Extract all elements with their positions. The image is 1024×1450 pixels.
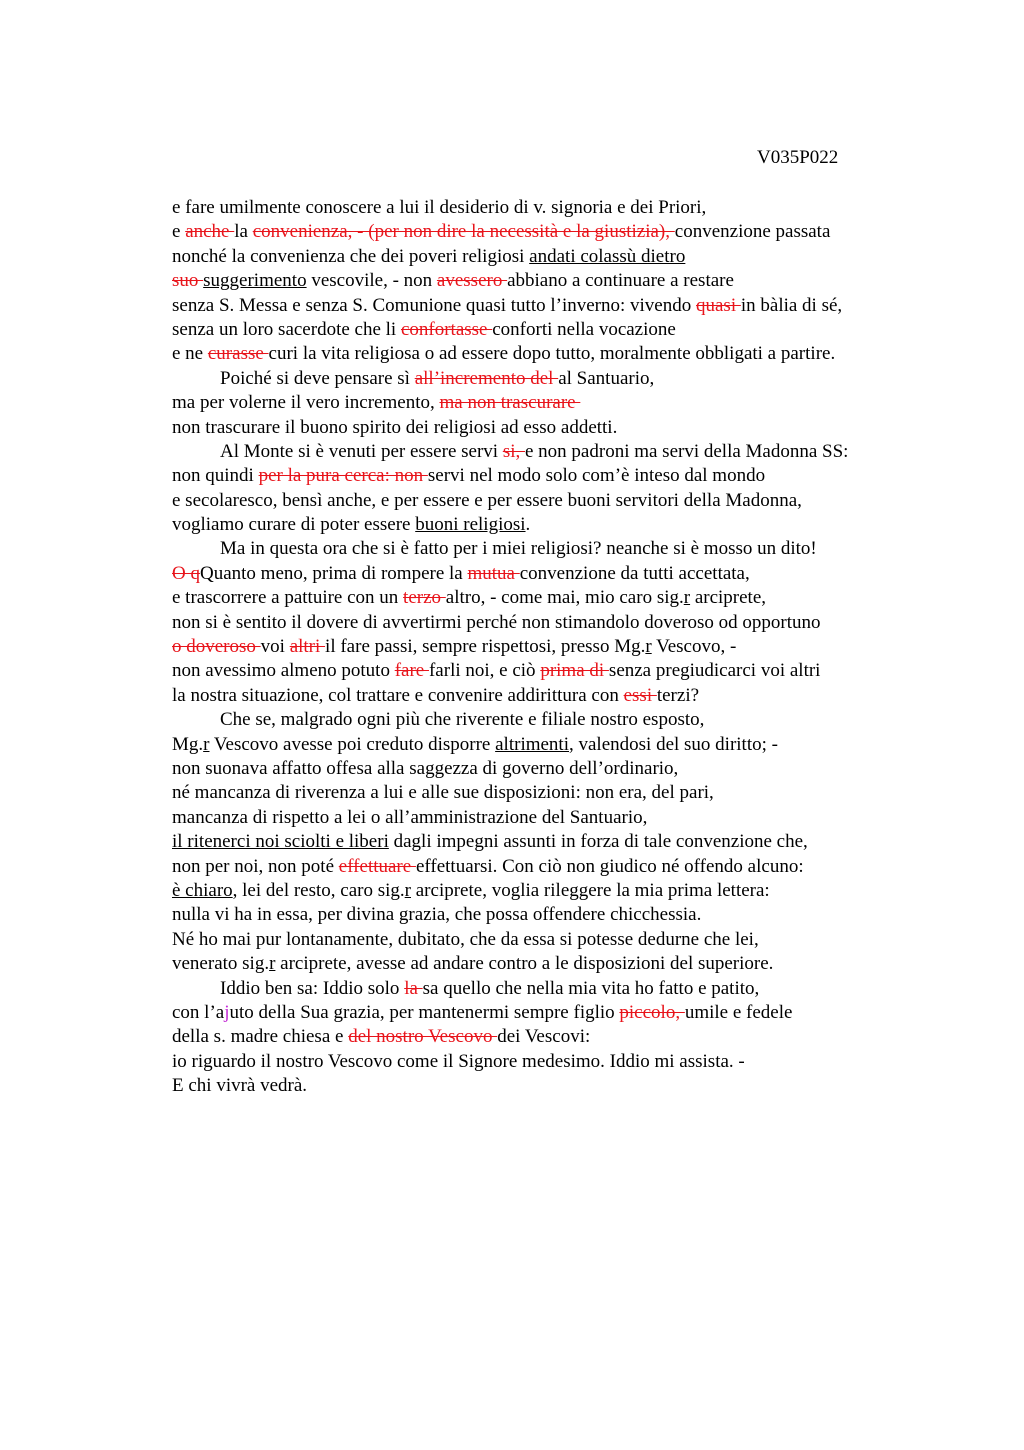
text-segment: né mancanza di riverenza a lui e alle sue disposizioni: non era, del pari, [172, 782, 714, 804]
text-segment: Mg. [172, 733, 204, 755]
underlined-text: buoni religiosi [415, 514, 526, 536]
page-identifier: V035P022 [757, 147, 839, 168]
text-segment: senza S. Messa e senza S. Comunione quasi tutto l’inverno: vivendo [172, 294, 696, 316]
text-segment: la [234, 221, 253, 243]
deleted-text: piccolo, [619, 1001, 685, 1023]
text-line [172, 830, 972, 854]
text-segment: dagli impegni assunti in forza di tale convenzione che, [388, 831, 808, 853]
text-line [172, 635, 972, 659]
text-line [172, 391, 972, 415]
text-segment: umile e fedele [684, 1001, 793, 1023]
text-line [172, 928, 972, 952]
text-segment: . [525, 514, 531, 536]
text-line [172, 440, 972, 464]
text-line [172, 1074, 972, 1098]
underlined-text: r [645, 636, 652, 658]
text-segment: nonché la convenienza che dei poveri religiosi [172, 245, 530, 267]
text-segment: Che se, malgrado ogni più che riverente e filiale nostro esposto, [220, 709, 705, 731]
deleted-text: all’incremento del [414, 367, 559, 389]
deleted-text: curasse [207, 343, 269, 365]
underlined-text: r [269, 953, 276, 975]
underlined-text: suggerimento [203, 270, 307, 292]
text-segment: non si è sentito il dovere di avvertirmi perché non stimandolo doveroso od opportuno [172, 611, 821, 633]
deleted-text: O q [172, 562, 200, 584]
text-line [172, 855, 972, 879]
text-line [172, 245, 972, 269]
text-line [172, 464, 972, 488]
text-line [172, 294, 972, 318]
text-segment: il fare passi, sempre rispettosi, presso Mg. [325, 636, 646, 658]
text-segment: effettuarsi. Con ciò non giudico né offendo alcuno: [415, 855, 804, 877]
text-segment: con l’a [172, 1001, 225, 1023]
text-segment: farli noi, e ciò [428, 660, 541, 682]
text-segment: e secolaresco, bensì anche, e per essere e per essere buoni servitori della Madonna, [172, 489, 802, 511]
text-line [172, 708, 972, 732]
text-line [172, 489, 972, 513]
deleted-text: convenienza, - (per non dire la necessità e la giustizia), [252, 221, 675, 243]
text-line [172, 757, 972, 781]
text-line [172, 1025, 972, 1049]
text-segment: Né ho mai pur lontanamente, dubitato, che da essa si potesse dedurne che lei, [172, 928, 759, 950]
text-segment: Poiché si deve pensare sì [220, 367, 415, 389]
deleted-text: o doveroso [172, 636, 261, 658]
text-segment: non suonava affatto offesa alla saggezza di governo dell’ordinario, [172, 757, 679, 779]
underlined-text: altrimenti [495, 733, 569, 755]
text-line [172, 562, 972, 586]
text-line [172, 220, 972, 244]
text-line [172, 318, 972, 342]
text-segment: uto della Sua grazia, per mantenermi sempre figlio [229, 1001, 620, 1023]
text-segment: non trascurare il buono spirito dei religiosi ad esso addetti. [172, 416, 618, 438]
underlined-text: r [683, 587, 691, 609]
text-segment: Quanto meno, prima di rompere la [199, 562, 468, 584]
text-line [172, 513, 972, 537]
deleted-text: fare [394, 660, 429, 682]
text-segment: Al Monte si è venuti per essere servi [220, 440, 503, 462]
text-segment: venerato sig. [172, 953, 270, 975]
text-line [172, 1001, 972, 1025]
text-segment: , lei del resto, caro sig. [232, 879, 405, 901]
text-segment: terzi? [656, 684, 700, 706]
text-segment: abbiano a continuare a restare [507, 270, 734, 292]
text-segment: la nostra situazione, col trattare e convenire addirittura con [172, 684, 624, 706]
text-segment: della s. madre chiesa e [172, 1026, 349, 1048]
deleted-text: terzo [403, 587, 446, 609]
underlined-text: andati colassù dietro [529, 245, 686, 267]
text-line [172, 781, 972, 805]
underlined-text: r [404, 879, 411, 901]
deleted-text: confortasse [400, 318, 493, 340]
text-segment: Ma in questa ora che si è fatto per i miei religiosi? neanche si è mosso un dito! [220, 538, 817, 560]
text-segment: Iddio ben sa: Iddio solo [220, 977, 405, 999]
text-segment: io riguardo il nostro Vescovo come il Signore medesimo. Iddio mi assista. - [172, 1050, 745, 1072]
text-segment: ma per volerne il vero incremento, [172, 392, 440, 414]
text-segment: , valendosi del suo diritto; - [569, 733, 778, 755]
text-segment: al Santuario, [558, 367, 655, 389]
text-line [172, 416, 972, 440]
deleted-text: avessero [436, 270, 508, 292]
text-line [172, 367, 972, 391]
text-segment: conforti nella vocazione [492, 318, 676, 340]
deleted-text: mutua [467, 562, 520, 584]
text-line [172, 659, 972, 683]
text-segment: dei Vescovi: [497, 1026, 591, 1048]
text-line [172, 586, 972, 610]
deleted-text: del nostro Vescovo [348, 1026, 498, 1048]
text-line [172, 1050, 972, 1074]
text-line [172, 806, 972, 830]
inserted-letter: j [224, 1001, 230, 1023]
text-line [172, 611, 972, 635]
underlined-text: r [203, 733, 210, 755]
text-segment: arciprete, voglia rileggere la mia prima lettera: [411, 879, 770, 901]
text-segment: senza pregiudicarci voi altri [608, 660, 821, 682]
text-segment: altro, - come mai, mio caro sig. [445, 587, 684, 609]
text-segment: Vescovo avesse poi creduto disporre [209, 733, 496, 755]
deleted-text: effettuare [338, 855, 416, 877]
text-segment: e trascorrere a pattuire con un [172, 587, 404, 609]
deleted-text: per la pura cerca: non [258, 465, 428, 487]
text-segment: in bàlia di sé, [740, 294, 843, 316]
text-segment: convenzione passata [674, 221, 831, 243]
text-segment: sa quello che nella mia vita ho fatto e patito, [422, 977, 760, 999]
text-segment: non per noi, non poté [172, 855, 339, 877]
text-segment: servi nel modo solo com’è inteso dal mondo [427, 465, 766, 487]
text-line [172, 952, 972, 976]
text-segment: arciprete, avesse ad andare contro a le disposizioni del superiore. [275, 953, 774, 975]
text-line [172, 903, 972, 927]
text-line [172, 269, 972, 293]
text-line [172, 196, 972, 220]
deleted-text: essi [623, 684, 657, 706]
text-line [172, 977, 972, 1001]
text-line [172, 342, 972, 366]
deleted-text: si, [502, 440, 525, 462]
text-segment: e non padroni ma servi della Madonna SS: [525, 440, 849, 462]
deleted-text: altri [289, 636, 326, 658]
text-segment: arciprete, [690, 587, 767, 609]
deleted-text: anche [185, 221, 235, 243]
text-segment: curi la vita religiosa o ad essere dopo tutto, moralmente obbligati a partire. [268, 343, 836, 365]
text-segment: convenzione da tutti accettata, [519, 562, 750, 584]
deleted-text: prima di [540, 660, 609, 682]
text-segment: voi [260, 636, 290, 658]
underlined-text: il ritenerci noi sciolti e liberi [172, 831, 389, 853]
text-segment: e [172, 221, 186, 243]
deleted-text: quasi [696, 294, 741, 316]
text-segment: e ne [172, 343, 208, 365]
text-segment: e fare umilmente conoscere a lui il desiderio di v. signoria e dei Priori, [172, 197, 707, 218]
text-segment: E chi vivrà vedrà. [172, 1075, 308, 1097]
text-segment: non avessimo almeno potuto [172, 660, 395, 682]
text-line [172, 733, 972, 757]
text-segment: vescovile, - non [306, 270, 437, 292]
text-line [172, 537, 972, 561]
text-segment: vogliamo curare di poter essere [172, 514, 416, 536]
text-line [172, 879, 972, 903]
deleted-text: suo [172, 270, 204, 292]
text-line [172, 684, 972, 708]
text-segment: mancanza di rispetto a lei o all’amministrazione del Santuario, [172, 806, 648, 828]
text-segment: Vescovo, - [651, 636, 737, 658]
letter-body [172, 196, 972, 1098]
text-segment: non quindi [172, 465, 259, 487]
text-segment: senza un loro sacerdote che li [172, 318, 401, 340]
deleted-text: ma non trascurare [439, 392, 581, 414]
text-segment: nulla vi ha in essa, per divina grazia, che possa offendere chicchessia. [172, 904, 702, 926]
underlined-text: è chiaro [172, 879, 233, 901]
deleted-text: la [404, 977, 423, 999]
